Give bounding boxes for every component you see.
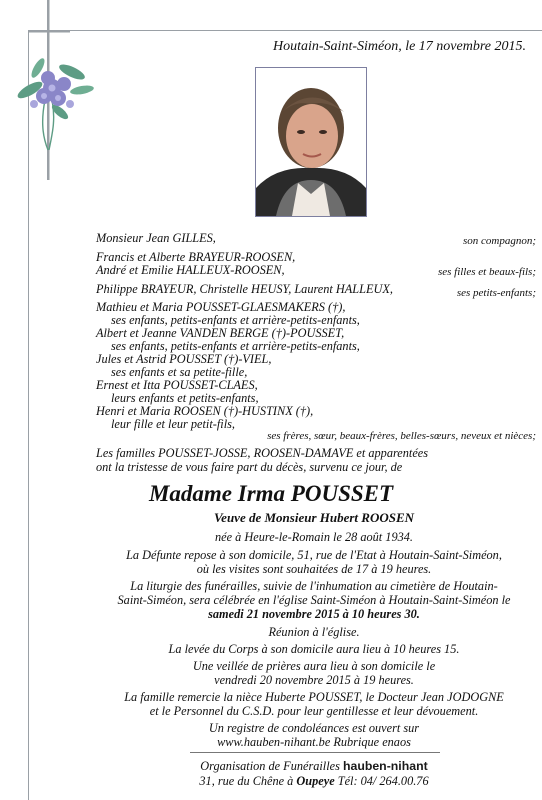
family-line: Jules et Astrid POUSSET (†)-VIEL, xyxy=(96,352,272,366)
rest-line-2: où les visites sont souhaitées de 17 à 19 heures. xyxy=(196,562,432,576)
footer-divider xyxy=(190,752,440,753)
family-line: leur fille et leur petit-fils, xyxy=(111,417,235,431)
liturgy-line-2: Saint-Siméon, sera célébrée en l'église Saint-Siméon à Houtain-Saint-Siméon le xyxy=(117,593,511,607)
relation-grandchildren: ses petits-enfants; xyxy=(456,287,536,299)
family-line: Henri et Maria ROOSEN (†)-HUSTINX (†), xyxy=(96,404,314,418)
widow-line: Veuve de Monsieur Hubert ROOSEN xyxy=(213,510,415,525)
family-line: ses enfants, petits-enfants et arrière-petits-enfants, xyxy=(111,339,360,353)
footer-phone: Tél: 04/ 264.00.76 xyxy=(337,774,429,788)
relation-companion: son compagnon; xyxy=(462,235,536,247)
family-line: ont la tristesse de vous faire part du décès, survenu ce jour, de xyxy=(96,460,403,474)
meeting-line: Réunion à l'église. xyxy=(268,625,360,639)
thanks-line-2: et le Personnel du C.S.D. pour leur gentillesse et leur dévouement. xyxy=(149,704,479,718)
funeral-home-logo: hauben-nihant xyxy=(342,759,428,773)
family-line: Monsieur Jean GILLES, xyxy=(96,231,216,245)
footer-organisation xyxy=(96,759,532,774)
birth-line: née à Heure-le-Romain le 28 août 1934. xyxy=(215,530,413,544)
family-line: Philippe BRAYEUR, Christelle HEUSY, Laurent HALLEUX, xyxy=(96,282,393,296)
family-line: Albert et Jeanne VANDEN BERGE (†)-POUSSET, xyxy=(96,326,345,340)
place-and-date: Houtain-Saint-Siméon, le 17 novembre 2015. xyxy=(273,39,526,54)
footer-address xyxy=(96,774,532,789)
family-line: leurs enfants et petits-enfants, xyxy=(111,391,259,405)
cross-with-flowers-icon xyxy=(0,0,110,190)
relation-daughters: ses filles et beaux-fils; xyxy=(437,266,536,278)
footer-address-street: 31, rue du Chêne à xyxy=(199,774,294,788)
relation-siblings: ses frères, sœur, beaux-frères, belles-sœurs, neveux et nièces; xyxy=(267,430,536,442)
deceased-name: Madame Irma POUSSET xyxy=(148,481,394,506)
levee-line: La levée du Corps à son domicile aura lieu à 10 heures 15. xyxy=(168,642,460,656)
register-line-1: Un registre de condoléances est ouvert sur xyxy=(208,721,420,735)
liturgy-line-1: La liturgie des funérailles, suivie de l'inhumation au cimetière de Houtain- xyxy=(130,579,498,593)
liturgy-date: samedi 21 novembre 2015 à 10 heures 30. xyxy=(208,607,420,621)
footer-address-town: Oupeye xyxy=(296,774,335,788)
portrait-photo xyxy=(255,67,367,217)
thanks-line-1: La famille remercie la nièce Huberte POUSSET, le Docteur Jean JODOGNE xyxy=(124,690,504,704)
family-line: André et Emilie HALLEUX-ROOSEN, xyxy=(96,263,285,277)
family-line: Les familles POUSSET-JOSSE, ROOSEN-DAMAVE et apparentées xyxy=(96,446,429,460)
family-line: Mathieu et Maria POUSSET-GLAESMAKERS (†), xyxy=(96,300,346,314)
family-line: Francis et Alberte BRAYEUR-ROOSEN, xyxy=(96,250,296,264)
family-line: Ernest et Itta POUSSET-CLAES, xyxy=(96,378,258,392)
rest-line-1: La Défunte repose à son domicile, 51, rue de l'Etat à Houtain-Saint-Siméon, xyxy=(126,548,502,562)
vigil-line-2: vendredi 20 novembre 2015 à 19 heures. xyxy=(214,673,414,687)
vigil-line-1: Une veillée de prières aura lieu à son domicile le xyxy=(192,659,436,673)
family-line: ses enfants, petits-enfants et arrière-petits-enfants, xyxy=(111,313,360,327)
footer-org-prefix: Organisation de Funérailles xyxy=(200,759,340,773)
register-link[interactable]: www.hauben-nihant.be Rubrique enaos xyxy=(217,735,411,749)
family-line: ses enfants et sa petite-fille, xyxy=(111,365,248,379)
